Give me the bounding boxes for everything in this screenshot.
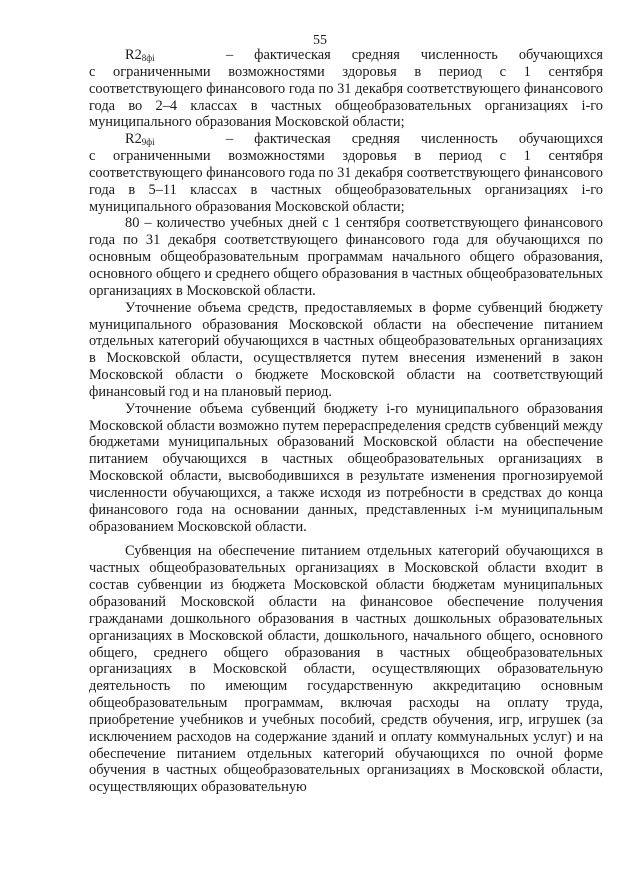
paragraph-subvention-composition: Субвенция на обеспечение питанием отдельных категорий обучающихся в частных общеобразовательных организациях в Московской области входит в состав субвенции из бюджета Московской области бюджетам муниципальных образований Московской области на финансовое обеспечение получения гражданами дошкольного образования в частных дошкольных образовательных организациях в Московской области, дошкольного, начального общего, основного общего, среднего общего образования в частных общеобразовательных организациях в Московской области, осуществляющих образовательную деятельность по имеющим государственную аккредитацию основным общеобразовательным программам, включая расходы на оплату труда, приобретение учебников и учебных пособий, средств обучения, игр, игрушек (за исключением расходов на содержание зданий и оплату коммунальных услуг) и на обеспечение питанием отдельных категорий обучающихся по очной форме обучения в частных общеобразовательных организациях в Московской области, осуществляющих образовательную — [89, 543, 603, 796]
variable-symbol: $R2_{9фi}$ — [125, 131, 155, 148]
definition-word: фактическая — [254, 47, 331, 63]
definition-r2-8fi — [89, 47, 603, 131]
paragraph-subvention-volume: Уточнение объема средств, предоставляемых в форме субвенций бюджету муниципального образования Московской области на обеспечение питанием отдельных категорий обучающихся в частных общеобразовательных организациях в Московской области, осуществляется путем внесения изменений в закон Московской области о бюджете Московской области на соответствующий финансовый год и на плановый период. — [89, 299, 603, 400]
definition-heading — [89, 47, 603, 64]
document-body — [89, 47, 603, 796]
definition-dash: – — [225, 131, 234, 148]
definition-word: численность — [420, 47, 498, 63]
definition-heading — [89, 131, 603, 148]
definition-word: обучающихся — [518, 47, 603, 63]
definition-word: обучающихся — [518, 131, 603, 148]
definition-text: с ограниченными возможностями здоровья в период с 1 сентября соответствующего финансового года по 31 декабря соответствующего финансового года во 2–4 классах в частных общеобразовательных организациях i-го муниципального образования Московской области; — [89, 63, 603, 131]
definition-word: средняя — [351, 131, 400, 148]
definition-text: с ограниченными возможностями здоровья в период с 1 сентября соответствующего финансового года по 31 декабря соответствующего финансового года в 5–11 классах в частных общеобразовательных организациях i-го муниципального образования Московской области; — [89, 148, 603, 215]
definition-word: численность — [420, 131, 498, 148]
variable-subscript: 9фi — [141, 137, 155, 148]
definition-r2-9fi — [89, 131, 603, 215]
variable-symbol: $R2_{8фi}$ — [125, 47, 155, 63]
definition-word: средняя — [351, 47, 400, 63]
variable-subscript: 8фi — [141, 53, 155, 63]
page-number: 55 — [313, 33, 327, 48]
definition-dash: – — [225, 47, 234, 63]
paragraph-school-days: 80 – количество учебных дней с 1 сентября соответствующего финансового года по 31 декабря соответствующего финансового года для обучающихся по основным общеобразовательным программам начального общего образования, основного общего и среднего общего образования в частных общеобразовательных организациях в Московской области. — [89, 215, 603, 299]
paragraph-subvention-redistribution: Уточнение объема субвенций бюджету i-го муниципального образования Московской области возможно путем перераспределения средств субвенций между бюджетами муниципальных образований Московской области на обеспечение питанием обучающихся в частных общеобразовательных организациях в Московской области, высвободившихся в результате изменения прогнозируемой численности обучающихся, а также исходя из потребности в средствах до конца финансового года на основании данных, представленных i-м муниципальным образованием Московской области. — [89, 400, 603, 535]
definition-word: фактическая — [254, 131, 331, 148]
